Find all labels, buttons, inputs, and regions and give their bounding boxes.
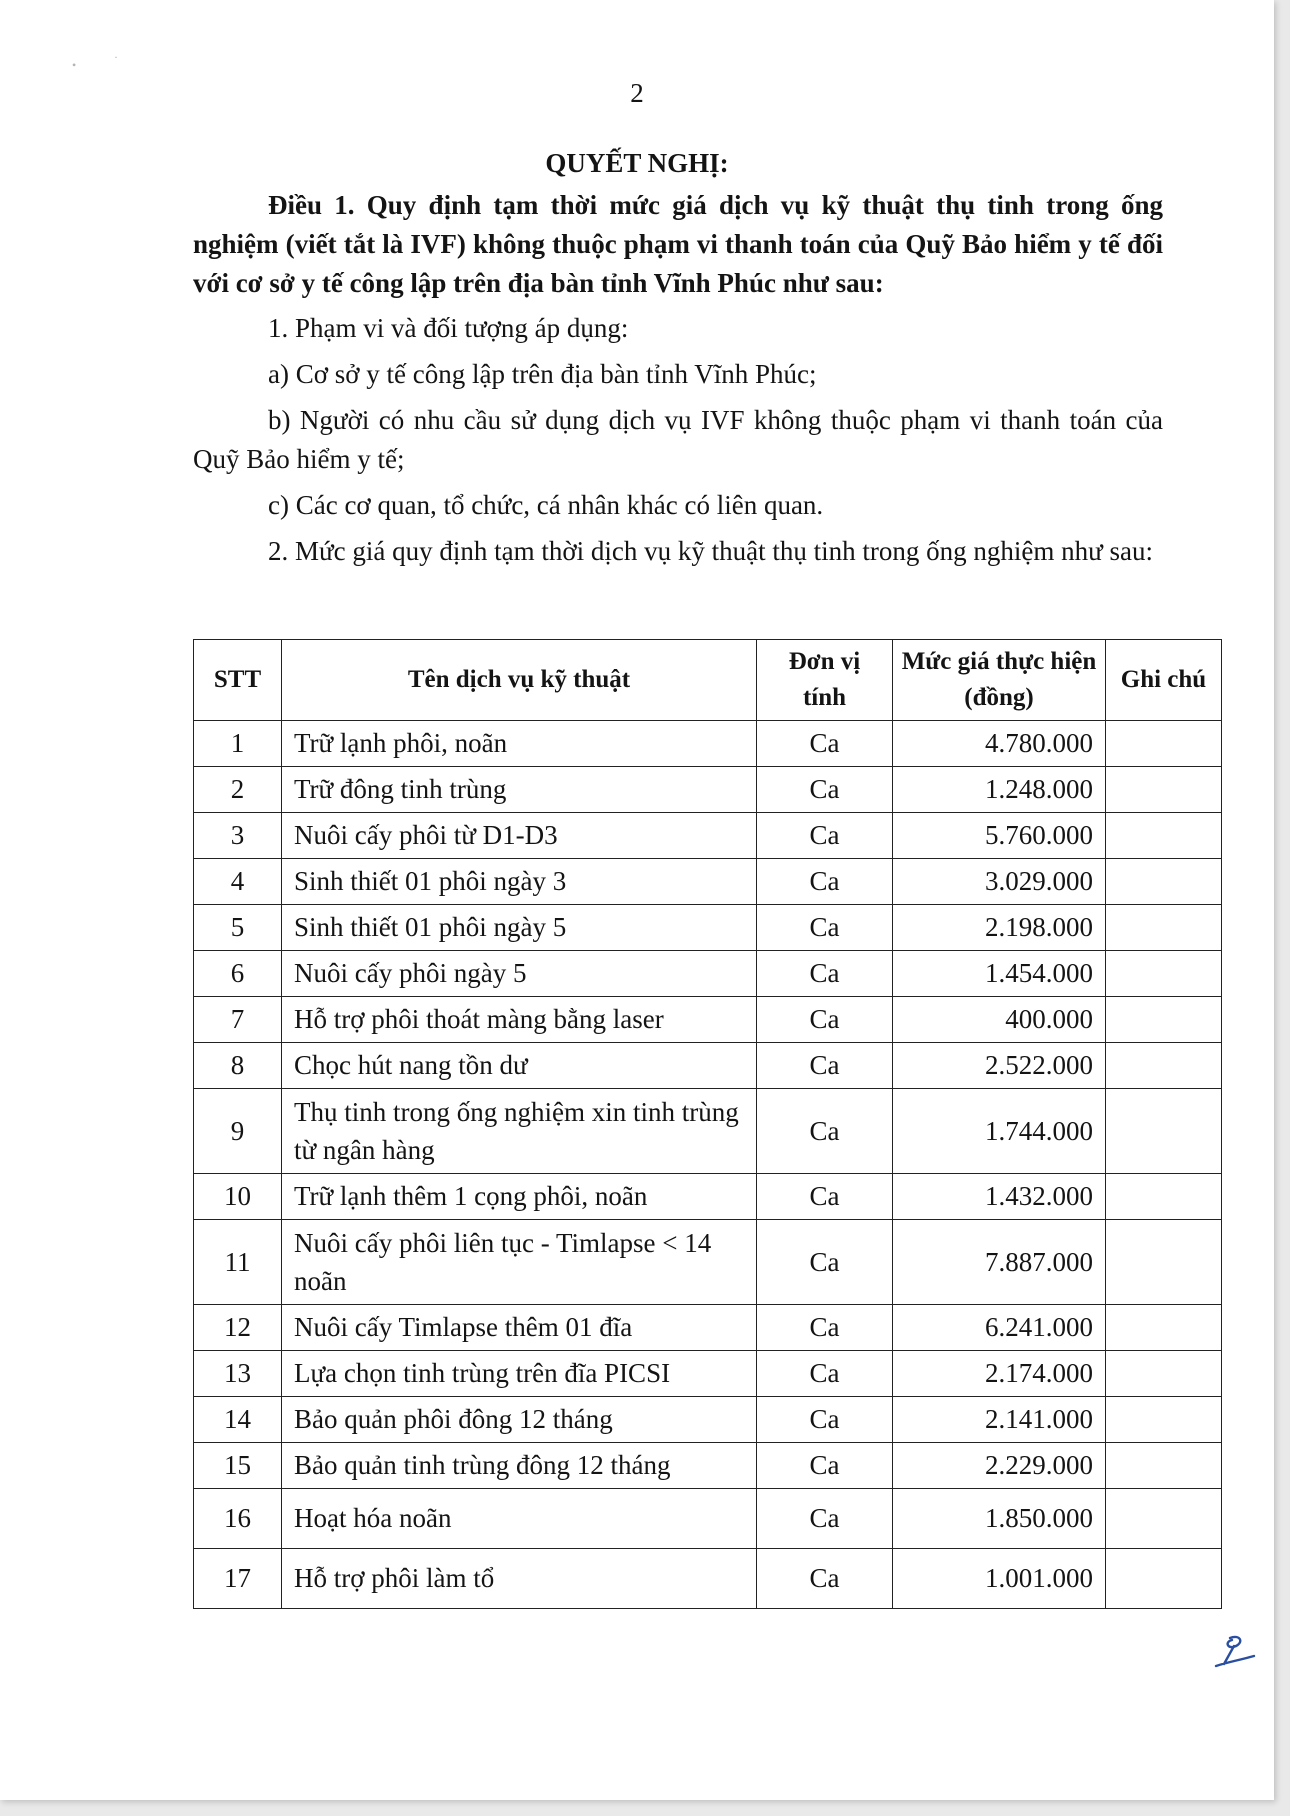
row-note [1106,1443,1222,1489]
row-service-name: Hoạt hóa noãn [282,1489,757,1549]
row-stt: 4 [194,859,282,905]
row-note [1106,721,1222,767]
row-service-name: Trữ lạnh thêm 1 cọng phôi, noãn [282,1174,757,1220]
row-service-name: Nuôi cấy phôi liên tục - Timlapse < 14 noãn [282,1220,757,1305]
row-stt: 1 [194,721,282,767]
row-service-name: Chọc hút nang tồn dư [282,1043,757,1089]
header-price: Mức giá thực hiện (đồng) [893,640,1106,721]
row-unit: Ca [757,1305,893,1351]
row-price: 5.760.000 [893,813,1106,859]
row-note [1106,1089,1222,1174]
row-unit: Ca [757,1174,893,1220]
table-row [194,1489,1222,1549]
scope-paragraphs [193,309,1163,578]
row-stt: 2 [194,767,282,813]
table-row [194,1549,1222,1609]
row-price: 3.029.000 [893,859,1106,905]
row-unit: Ca [757,1549,893,1609]
row-stt: 11 [194,1220,282,1305]
row-service-name: Trữ lạnh phôi, noãn [282,721,757,767]
price-table [193,639,1222,1609]
table-row [194,1174,1222,1220]
table-row [194,1089,1222,1174]
row-stt: 3 [194,813,282,859]
table-row [194,997,1222,1043]
row-note [1106,859,1222,905]
row-unit: Ca [757,1351,893,1397]
table-row [194,813,1222,859]
row-unit: Ca [757,721,893,767]
initials-signature-icon [1210,1632,1258,1672]
row-price: 1.454.000 [893,951,1106,997]
row-price: 2.522.000 [893,1043,1106,1089]
row-stt: 5 [194,905,282,951]
table-row [194,951,1222,997]
row-note [1106,1220,1222,1305]
row-unit: Ca [757,1089,893,1174]
row-service-name: Sinh thiết 01 phôi ngày 5 [282,905,757,951]
table-row [194,767,1222,813]
row-note [1106,1174,1222,1220]
row-stt: 15 [194,1443,282,1489]
row-service-name: Nuôi cấy phôi từ D1-D3 [282,813,757,859]
row-unit: Ca [757,1489,893,1549]
row-unit: Ca [757,767,893,813]
row-service-name: Nuôi cấy Timlapse thêm 01 đĩa [282,1305,757,1351]
row-price: 400.000 [893,997,1106,1043]
row-stt: 17 [194,1549,282,1609]
row-note [1106,951,1222,997]
paragraph-price-intro: 2. Mức giá quy định tạm thời dịch vụ kỹ thuật thụ tinh trong ống nghiệm như sau: [268,536,1153,566]
table-header-row [194,640,1222,721]
article-1 [193,186,1163,310]
row-unit: Ca [757,1443,893,1489]
row-note [1106,1305,1222,1351]
table-row [194,721,1222,767]
row-price: 7.887.000 [893,1220,1106,1305]
table-body [194,721,1222,1609]
row-price: 1.744.000 [893,1089,1106,1174]
row-stt: 16 [194,1489,282,1549]
page-number: 2 [630,78,644,108]
header-unit: Đơn vị tính [757,640,893,721]
row-stt: 8 [194,1043,282,1089]
scan-speck: • [72,58,77,72]
row-price: 2.229.000 [893,1443,1106,1489]
row-stt: 13 [194,1351,282,1397]
row-note [1106,767,1222,813]
row-stt: 14 [194,1397,282,1443]
row-price: 2.198.000 [893,905,1106,951]
table-row [194,1043,1222,1089]
row-stt: 6 [194,951,282,997]
row-unit: Ca [757,997,893,1043]
paragraph-scope-title: 1. Phạm vi và đối tượng áp dụng: [268,313,629,343]
row-service-name: Thụ tinh trong ống nghiệm xin tinh trùng từ ngân hàng [282,1089,757,1174]
row-unit: Ca [757,1043,893,1089]
row-price: 1.248.000 [893,767,1106,813]
row-service-name: Trữ đông tinh trùng [282,767,757,813]
row-stt: 7 [194,997,282,1043]
row-stt: 9 [194,1089,282,1174]
row-unit: Ca [757,1397,893,1443]
row-service-name: Nuôi cấy phôi ngày 5 [282,951,757,997]
header-service-name: Tên dịch vụ kỹ thuật [282,640,757,721]
table-row [194,1351,1222,1397]
row-price: 2.174.000 [893,1351,1106,1397]
resolution-heading: QUYẾT NGHỊ: [545,148,729,178]
row-note [1106,1043,1222,1089]
row-service-name: Bảo quản phôi đông 12 tháng [282,1397,757,1443]
row-service-name: Hỗ trợ phôi thoát màng bằng laser [282,997,757,1043]
scan-speck: · [114,50,118,64]
row-unit: Ca [757,905,893,951]
row-stt: 10 [194,1174,282,1220]
row-note [1106,997,1222,1043]
row-unit: Ca [757,813,893,859]
table-row [194,905,1222,951]
row-price: 1.850.000 [893,1489,1106,1549]
table-row [194,1397,1222,1443]
row-service-name: Sinh thiết 01 phôi ngày 3 [282,859,757,905]
row-service-name: Bảo quản tinh trùng đông 12 tháng [282,1443,757,1489]
row-note [1106,1397,1222,1443]
row-price: 2.141.000 [893,1397,1106,1443]
row-price: 4.780.000 [893,721,1106,767]
header-note: Ghi chú [1106,640,1222,721]
row-unit: Ca [757,951,893,997]
row-note [1106,813,1222,859]
row-service-name: Hỗ trợ phôi làm tổ [282,1549,757,1609]
article-1-text: Điều 1. Quy định tạm thời mức giá dịch vụ kỹ thuật thụ tinh trong ống nghiệm (viết tắt là IVF) không thuộc phạm vi thanh toán của Quỹ Bảo hiểm y tế đối với cơ sở y tế công lập trên địa bàn tỉnh Vĩnh Phúc như sau: [193,190,1163,298]
row-unit: Ca [757,1220,893,1305]
row-price: 1.001.000 [893,1549,1106,1609]
row-note [1106,1549,1222,1609]
paragraph-scope-b: b) Người có nhu cầu sử dụng dịch vụ IVF không thuộc phạm vi thanh toán của Quỹ Bảo hiểm y tế; [193,405,1163,474]
row-note [1106,1489,1222,1549]
header-stt: STT [194,640,282,721]
row-price: 6.241.000 [893,1305,1106,1351]
paragraph-scope-a: a) Cơ sở y tế công lập trên địa bàn tỉnh Vĩnh Phúc; [268,359,817,389]
row-note [1106,905,1222,951]
paragraph-scope-c: c) Các cơ quan, tổ chức, cá nhân khác có liên quan. [268,490,824,520]
row-unit: Ca [757,859,893,905]
row-stt: 12 [194,1305,282,1351]
table-row [194,1305,1222,1351]
row-price: 1.432.000 [893,1174,1106,1220]
table-row [194,1443,1222,1489]
table-row [194,859,1222,905]
row-service-name: Lựa chọn tinh trùng trên đĩa PICSI [282,1351,757,1397]
table-row [194,1220,1222,1305]
row-note [1106,1351,1222,1397]
